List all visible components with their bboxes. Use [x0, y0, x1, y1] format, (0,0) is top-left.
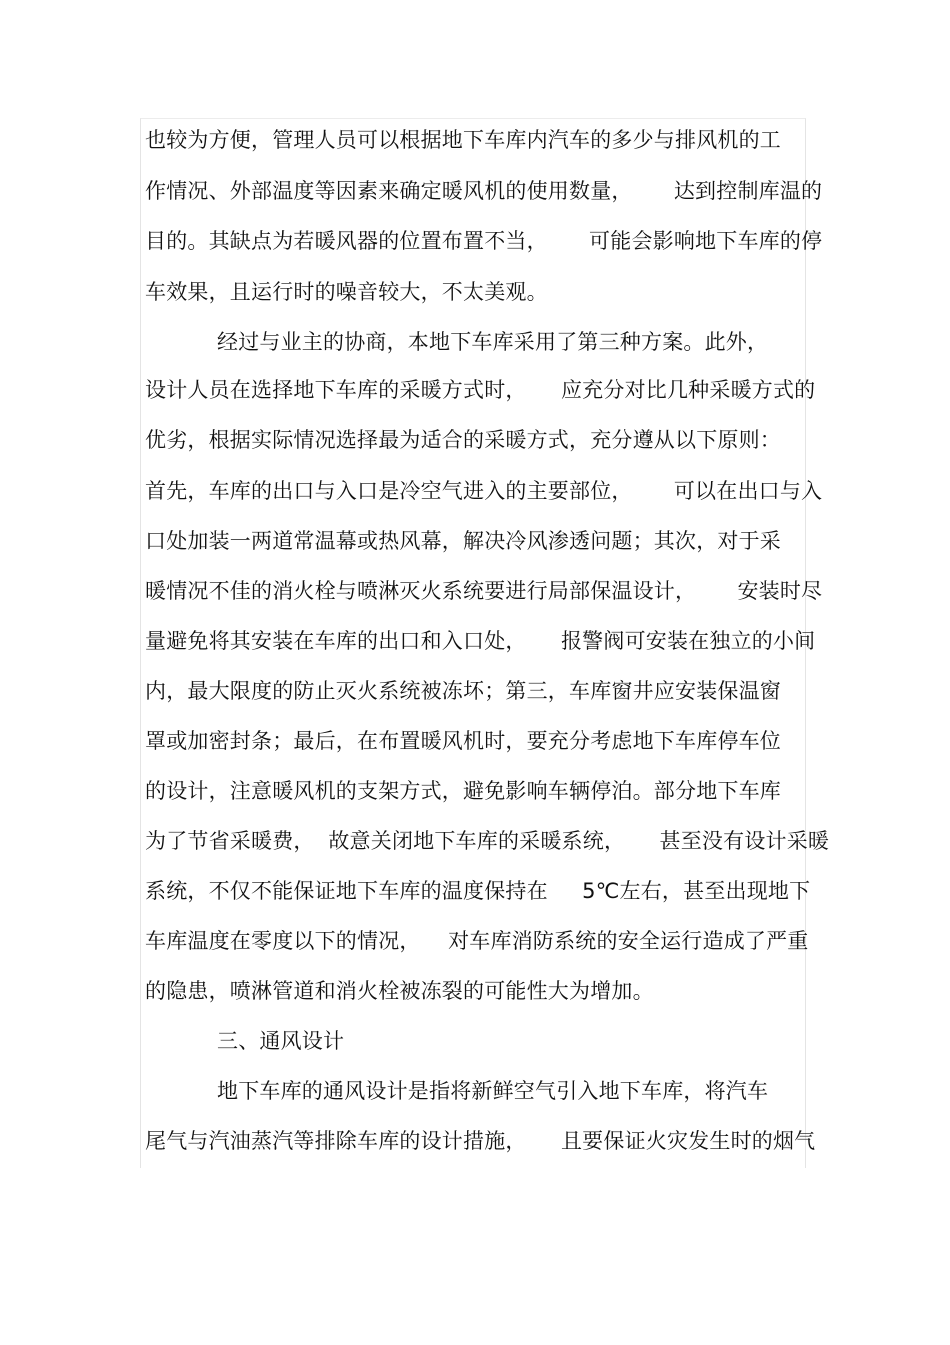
text-line: 的设计，注意暖风机的支架方式，避免影响车辆停泊。部分地下车库: [145, 779, 781, 803]
text-line: 车库温度在零度以下的情况， 对车库消防系统的安全运行造成了严重: [145, 929, 809, 953]
text-line: 暖情况不佳的消火栓与喷淋灭火系统要进行局部保温设计， 安装时尽: [145, 579, 823, 603]
text-line: 为了节省采暖费， 故意关闭地下车库的采暖系统， 甚至没有设计采暖: [145, 829, 830, 853]
text-line: 首先，车库的出口与入口是冷空气进入的主要部位， 可以在出口与入: [145, 479, 823, 503]
text-line: 优劣，根据实际情况选择最为适合的采暖方式，充分遵从以下原则：: [145, 428, 781, 452]
text-line: 的隐患，喷淋管道和消火栓被冻裂的可能性大为增加。: [145, 979, 654, 1003]
text-line: 量避免将其安装在车库的出口和入口处， 报警阀可安装在独立的小间: [145, 629, 816, 653]
text-line: 也较为方便，管理人员可以根据地下车库内汽车的多少与排风机的工: [145, 128, 781, 152]
paragraph-first-line: 经过与业主的协商，本地下车库采用了第三种方案。此外，: [217, 330, 769, 354]
text-line: 车效果，且运行时的噪音较大，不太美观。: [145, 280, 548, 304]
text-line: 罩或加密封条；最后，在布置暖风机时，要充分考虑地下车库停车位: [145, 729, 781, 753]
text-line: 设计人员在选择地下车库的采暖方式时， 应充分对比几种采暖方式的: [145, 378, 816, 402]
text-line: 口处加装一两道常温幕或热风幕，解决冷风渗透问题；其次，对于采: [145, 529, 781, 553]
text-line: 内，最大限度的防止灭火系统被冻坏；第三，车库窗井应安装保温窗: [145, 679, 781, 703]
paragraph-first-line: 地下车库的通风设计是指将新鲜空气引入地下车库，将汽车: [217, 1079, 769, 1103]
text-line: 尾气与汽油蒸汽等排除车库的设计措施， 且要保证火灾发生时的烟气: [145, 1129, 816, 1153]
text-line: 作情况、外部温度等因素来确定暖风机的使用数量， 达到控制库温的: [145, 179, 823, 203]
section-heading: 三、通风设计: [217, 1029, 345, 1053]
text-line: 系统，不仅不能保证地下车库的温度保持在 5℃左右，甚至出现地下: [145, 879, 811, 903]
text-line: 目的。其缺点为若暖风器的位置布置不当， 可能会影响地下车库的停: [145, 229, 823, 253]
